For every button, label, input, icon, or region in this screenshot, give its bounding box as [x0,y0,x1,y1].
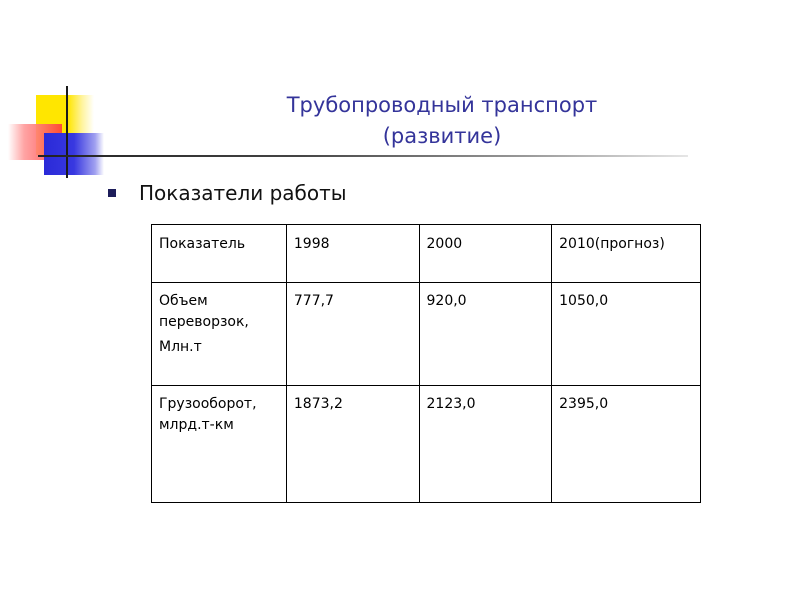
bullet-text: Показатели работы [139,181,347,205]
table-cell: 1050,0 [552,283,701,386]
table-cell: 1873,2 [286,386,419,503]
row-label-volume [152,283,287,386]
table-row [152,283,701,386]
indicators-table [151,224,701,503]
blue-block-decoration [44,133,104,175]
table-cell: 2123,0 [419,386,552,503]
row-label-line: Грузооборот, [159,396,257,412]
header-cell-2000: 2000 [419,225,552,283]
slide-title-line2: (развитие) [382,124,502,148]
header-cell-indicator: Показатель [152,225,287,283]
table-cell: 777,7 [286,283,419,386]
slide-title [230,90,654,152]
table-cell: 920,0 [419,283,552,386]
row-label-line: Объем [159,293,208,309]
row-label-line: млрд.т-км [159,417,234,433]
bullet-item [108,181,347,205]
horizontal-rule-decoration [38,155,688,157]
row-label-line: переворзок, [159,314,249,330]
row-label-line: Млн.т [159,339,202,355]
table-header-row [152,225,701,283]
square-bullet-icon [108,189,116,197]
header-cell-2010: 2010(прогноз) [552,225,701,283]
header-cell-1998: 1998 [286,225,419,283]
slide-title-line1: Трубопроводный транспорт [286,93,598,117]
table-cell: 2395,0 [552,386,701,503]
row-label-turnover [152,386,287,503]
table-row [152,386,701,503]
vertical-rule-decoration [66,86,68,178]
